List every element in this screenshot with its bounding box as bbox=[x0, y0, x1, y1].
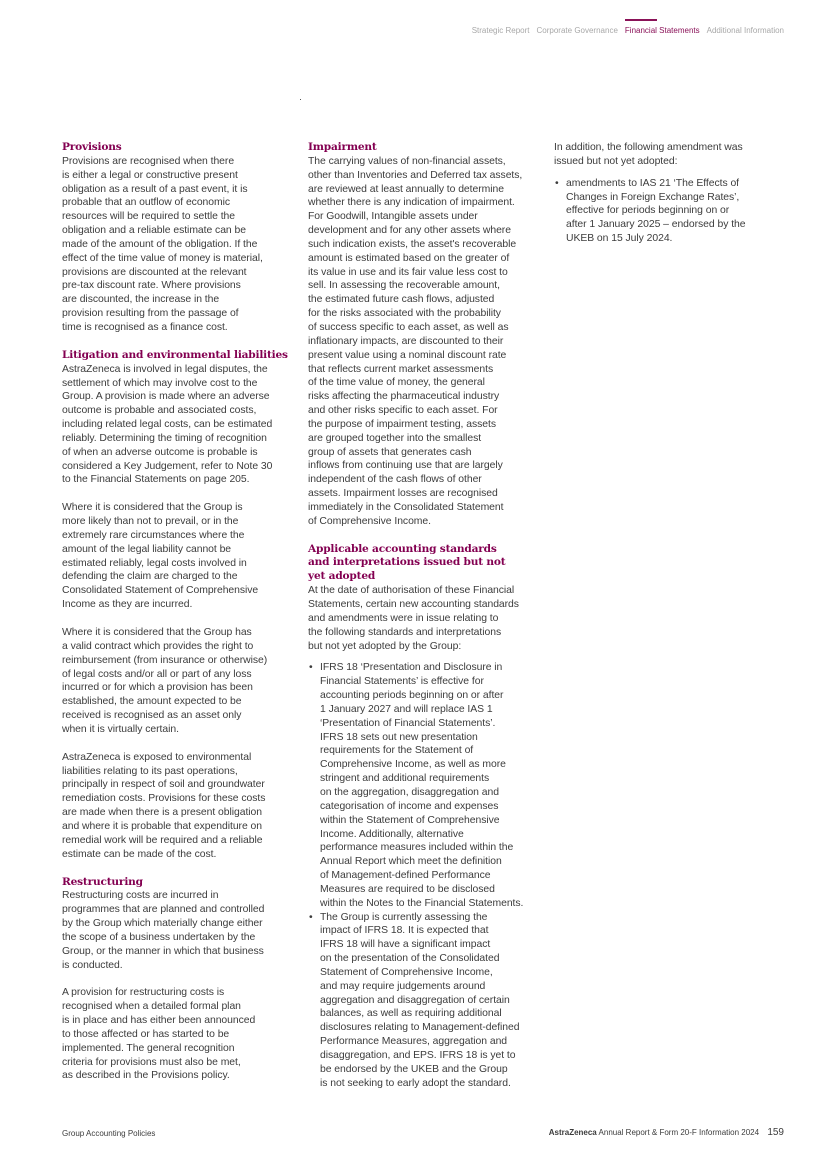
text-line: IFRS 18 will have a significant impact bbox=[320, 939, 491, 951]
text-line: requirements for the Statement of bbox=[320, 745, 474, 757]
text-line: more likely than not to prevail, or in the bbox=[62, 516, 239, 528]
text-line: after 1 January 2025 – endorsed by the bbox=[566, 219, 746, 231]
text-line: programmes that are planned and controlled bbox=[62, 904, 265, 916]
text-line: Financial Statements’ is effective for bbox=[320, 676, 484, 688]
litigation-paragraph-3 bbox=[62, 626, 294, 737]
text-line: the following standards and interpretations bbox=[308, 626, 502, 638]
text-line: is in place and has either been announced bbox=[62, 1015, 256, 1027]
bullet-item bbox=[308, 911, 541, 1091]
impairment-body bbox=[308, 155, 541, 529]
text-line: • The Group is currently assessing the bbox=[320, 911, 488, 923]
text-line: Restructuring costs are incurred in bbox=[62, 890, 219, 902]
text-line: the purpose of impairment testing, assets bbox=[308, 418, 496, 430]
text-line: sell. In assessing the recoverable amount, bbox=[308, 280, 500, 292]
text-line: immediately in the Consolidated Statement bbox=[308, 501, 504, 513]
text-line: Statements, certain new accounting standards bbox=[308, 599, 519, 610]
text-line: obligation as a result of a past event, it is bbox=[62, 183, 248, 195]
text-line: impact of IFRS 18. It is expected that bbox=[320, 925, 489, 937]
text-line: including related legal costs, can be estimated bbox=[62, 419, 273, 431]
text-line: is not seeking to early adopt the standard. bbox=[320, 1077, 511, 1089]
text-line: settlement of which may involve cost to the bbox=[62, 377, 258, 389]
text-line: be endorsed by the UKEB and the Group bbox=[320, 1063, 508, 1075]
text-line: are grouped together into the smallest bbox=[308, 432, 482, 444]
nav-corporate-governance[interactable]: Corporate Governance bbox=[536, 26, 618, 35]
nav-financial-statements[interactable]: Financial Statements bbox=[624, 26, 700, 35]
bullet-item bbox=[308, 661, 541, 910]
text-line: The carrying values of non-financial assets, bbox=[308, 155, 506, 167]
text-line: amount of the legal liability cannot be bbox=[62, 543, 232, 555]
impairment-heading: Impairment bbox=[308, 141, 377, 153]
text-line: Group, or the manner in which that business bbox=[62, 945, 264, 957]
column-2 bbox=[308, 141, 541, 1091]
text-line: Group. A provision is made where an adverse bbox=[62, 391, 270, 403]
text-line: independent of the cash flows of other bbox=[308, 474, 482, 486]
text-line: the scope of a business undertaken by the bbox=[62, 931, 256, 943]
text-line: of Comprehensive Income. bbox=[308, 515, 431, 527]
text-line: and may require judgements around bbox=[320, 980, 486, 992]
text-line: received is recognised as an asset only bbox=[62, 710, 242, 722]
restructuring-heading: Restructuring bbox=[62, 875, 143, 888]
text-line: considered a Key Judgement, refer to Note 30 bbox=[62, 460, 273, 472]
text-line: Applicable accounting standards bbox=[308, 542, 497, 555]
text-line: is conducted. bbox=[62, 959, 123, 971]
text-line: extremely rare circumstances where the bbox=[62, 529, 245, 541]
column-3 bbox=[554, 141, 776, 246]
standards-heading bbox=[308, 543, 541, 585]
text-line: implemented. The general recognition bbox=[62, 1042, 235, 1054]
text-line: IFRS 18 sets out new presentation bbox=[320, 731, 478, 743]
text-line: such indication exists, the asset's recoverable bbox=[308, 238, 517, 250]
text-line: For Goodwill, Intangible assets under bbox=[308, 211, 478, 223]
text-line: incurred or for which a provision has been bbox=[62, 682, 253, 694]
column-1 bbox=[62, 141, 294, 1083]
text-line: of Management-defined Performance bbox=[320, 870, 491, 882]
text-line: liabilities relating to its past operations, bbox=[62, 765, 238, 777]
text-line: categorisation of income and expenses bbox=[320, 800, 499, 812]
text-line: effect of the time value of money is material, bbox=[62, 252, 263, 264]
litigation-paragraph-4 bbox=[62, 751, 294, 862]
text-line: and amendments were in issue relating to bbox=[308, 612, 499, 624]
text-line: to those affected or has started to be bbox=[62, 1028, 230, 1040]
text-line: probable that an outflow of economic bbox=[62, 197, 231, 209]
text-line: Measures are required to be disclosed bbox=[320, 883, 495, 895]
text-line: Statement of Comprehensive Income, bbox=[320, 966, 493, 978]
top-navigation bbox=[465, 26, 784, 35]
text-line: present value using a nominal discount rate bbox=[308, 349, 507, 361]
provisions-heading: Provisions bbox=[62, 141, 122, 153]
page-number: 159 bbox=[767, 1127, 784, 1138]
text-line: by the Group which materially change either bbox=[62, 918, 263, 930]
restructuring-paragraph-2 bbox=[62, 986, 294, 1083]
litigation-heading: Litigation and environmental liabilities bbox=[62, 348, 288, 361]
nav-additional-information[interactable]: Additional Information bbox=[706, 26, 784, 35]
text-line: of legal costs and/or all or part of any loss bbox=[62, 668, 252, 680]
text-line: disaggregation, and EPS. IFRS 18 is yet to bbox=[320, 1050, 516, 1061]
text-line: At the date of authorisation of these Financial bbox=[308, 585, 515, 597]
text-line: reliably. Determining the timing of recognition bbox=[62, 432, 267, 444]
text-line: UKEB on 15 July 2024. bbox=[566, 233, 673, 245]
text-line: reimbursement (from insurance or otherwise) bbox=[62, 654, 268, 666]
litigation-paragraph-2 bbox=[62, 501, 294, 612]
text-line: on the aggregation, disaggregation and bbox=[320, 786, 499, 798]
text-line: and other risks specific to each asset. For bbox=[308, 405, 498, 417]
text-line: for the risks associated with the probability bbox=[308, 308, 501, 320]
footer-report-info bbox=[549, 1127, 784, 1138]
text-line: other than Inventories and Deferred tax assets, bbox=[308, 169, 523, 181]
text-line: • IFRS 18 ‘Presentation and Disclosure in bbox=[320, 662, 503, 674]
text-line: Comprehensive Income, as well as more bbox=[320, 759, 506, 771]
text-line: established, the amount expected to be bbox=[62, 696, 242, 708]
text-line: but not yet adopted by the Group: bbox=[308, 640, 462, 652]
text-line: recognised when a detailed formal plan bbox=[62, 1001, 241, 1013]
text-line: and where it is probable that expenditure on bbox=[62, 820, 262, 832]
text-line: Performance Measures, aggregation and bbox=[320, 1036, 508, 1048]
text-line: a valid contract which provides the right to bbox=[62, 640, 254, 652]
text-line: Where it is considered that the Group is bbox=[62, 502, 243, 514]
bullet-item bbox=[554, 177, 776, 246]
text-line: inflationary impacts, are discounted to their bbox=[308, 335, 504, 347]
text-line: when it is virtually certain. bbox=[62, 723, 179, 735]
text-line: defending the claim are charged to the bbox=[62, 571, 238, 583]
provisions-body bbox=[62, 155, 294, 335]
text-line: In addition, the following amendment was bbox=[554, 142, 743, 153]
footer-section-title: Group Accounting Policies bbox=[62, 1129, 156, 1138]
text-line: within the Notes to the Financial Statements. bbox=[320, 897, 524, 909]
text-line: estimate can be made of the cost. bbox=[62, 848, 217, 860]
text-line: effective for periods beginning on or bbox=[566, 205, 730, 217]
text-line: Consolidated Statement of Comprehensive bbox=[62, 585, 259, 597]
footer-report-title: Annual Report & Form 20-F Information 2024 bbox=[598, 1128, 760, 1137]
text-line: as described in the Provisions policy. bbox=[62, 1070, 230, 1082]
restructuring-paragraph-1 bbox=[62, 889, 294, 972]
text-line: issued but not yet adopted: bbox=[554, 155, 678, 167]
text-line: of success specific to each asset, as well as bbox=[308, 321, 509, 333]
text-line: of the time value of money, the general bbox=[308, 377, 485, 389]
text-line: aggregation and disaggregation of certain bbox=[320, 994, 510, 1006]
text-line: AstraZeneca is exposed to environmental bbox=[62, 751, 252, 763]
text-line: pre-tax discount rate. Where provisions bbox=[62, 280, 241, 292]
text-line: risks affecting the pharmaceutical industry bbox=[308, 391, 500, 403]
text-line: provisions are discounted at the relevant bbox=[62, 266, 247, 278]
text-line: within the Statement of Comprehensive bbox=[320, 814, 500, 826]
text-line: that reflects current market assessments bbox=[308, 363, 494, 375]
litigation-paragraph-1 bbox=[62, 363, 294, 488]
text-line: of when an adverse outcome is probable is bbox=[62, 446, 258, 458]
standards-bullet-list bbox=[308, 661, 541, 1090]
text-line: principally in respect of soil and groundwater bbox=[62, 779, 265, 791]
text-line: Income. Additionally, alternative bbox=[320, 828, 464, 840]
text-line: A provision for restructuring costs is bbox=[62, 987, 225, 999]
text-line: Income as they are incurred. bbox=[62, 599, 193, 611]
text-line: outcome is probable and associated costs, bbox=[62, 405, 257, 417]
text-line: 1 January 2027 and will replace IAS 1 bbox=[320, 703, 493, 715]
text-line: AstraZeneca is involved in legal disputes, the bbox=[62, 363, 268, 375]
amendment-intro bbox=[554, 141, 776, 169]
text-line: assets. Impairment losses are recognised bbox=[308, 488, 498, 500]
text-line: its value in use and its fair value less cost to bbox=[308, 266, 508, 278]
text-line: Changes in Foreign Exchange Rates’, bbox=[566, 191, 740, 203]
text-line: accounting periods beginning on or after bbox=[320, 690, 504, 702]
text-line: remedial work will be required and a reliable bbox=[62, 834, 263, 846]
footer-brand: AstraZeneca bbox=[548, 1128, 597, 1137]
text-line: are reviewed at least annually to determine bbox=[308, 183, 504, 195]
text-line: whether there is any indication of impairment. bbox=[308, 197, 515, 209]
text-line: inflows from continuing use that are largely bbox=[308, 460, 503, 472]
text-line: group of assets that generates cash bbox=[308, 446, 472, 458]
text-line: to the Financial Statements on page 205. bbox=[62, 474, 250, 486]
text-line: performance measures included within the bbox=[320, 842, 514, 854]
text-line: on the presentation of the Consolidated bbox=[320, 953, 500, 965]
text-line: criteria for provisions must also be met, bbox=[62, 1056, 241, 1068]
text-line: stringent and additional requirements bbox=[320, 773, 490, 785]
text-line: development and for any other assets where bbox=[308, 225, 511, 237]
text-line: yet adopted bbox=[308, 570, 376, 583]
text-line: and interpretations issued but not bbox=[308, 556, 506, 569]
text-line: resources will be required to settle the bbox=[62, 211, 235, 223]
text-line: Where it is considered that the Group has bbox=[62, 627, 252, 638]
text-line: the estimated future cash flows, adjusted bbox=[308, 294, 495, 306]
text-line: Provisions are recognised when there bbox=[62, 155, 235, 167]
text-line: time is recognised as a finance cost. bbox=[62, 321, 228, 333]
text-line: amount is estimated based on the greater of bbox=[308, 252, 510, 264]
amendment-bullet-list bbox=[554, 177, 776, 246]
text-line: is either a legal or constructive present bbox=[62, 169, 238, 181]
text-line: disclosures relating to Management-defined bbox=[320, 1022, 520, 1034]
text-line: • amendments to IAS 21 ‘The Effects of bbox=[566, 177, 740, 189]
text-line: ‘Presentation of Financial Statements’. bbox=[320, 717, 496, 729]
stray-dot bbox=[300, 99, 301, 100]
text-line: made of the amount of the obligation. If the bbox=[62, 238, 258, 250]
text-line: provision resulting from the passage of bbox=[62, 308, 239, 320]
nav-strategic-report[interactable]: Strategic Report bbox=[471, 26, 530, 35]
text-line: are made when there is a present obligation bbox=[62, 807, 263, 819]
text-line: obligation and a reliable estimate can be bbox=[62, 225, 246, 237]
text-line: Annual Report which meet the definition bbox=[320, 856, 502, 868]
text-line: remediation costs. Provisions for these costs bbox=[62, 793, 266, 805]
text-line: estimated reliably, legal costs involved in bbox=[62, 557, 247, 569]
standards-intro bbox=[308, 584, 541, 653]
text-line: are discounted, the increase in the bbox=[62, 294, 220, 306]
text-line: balances, as well as requiring additional bbox=[320, 1008, 502, 1020]
